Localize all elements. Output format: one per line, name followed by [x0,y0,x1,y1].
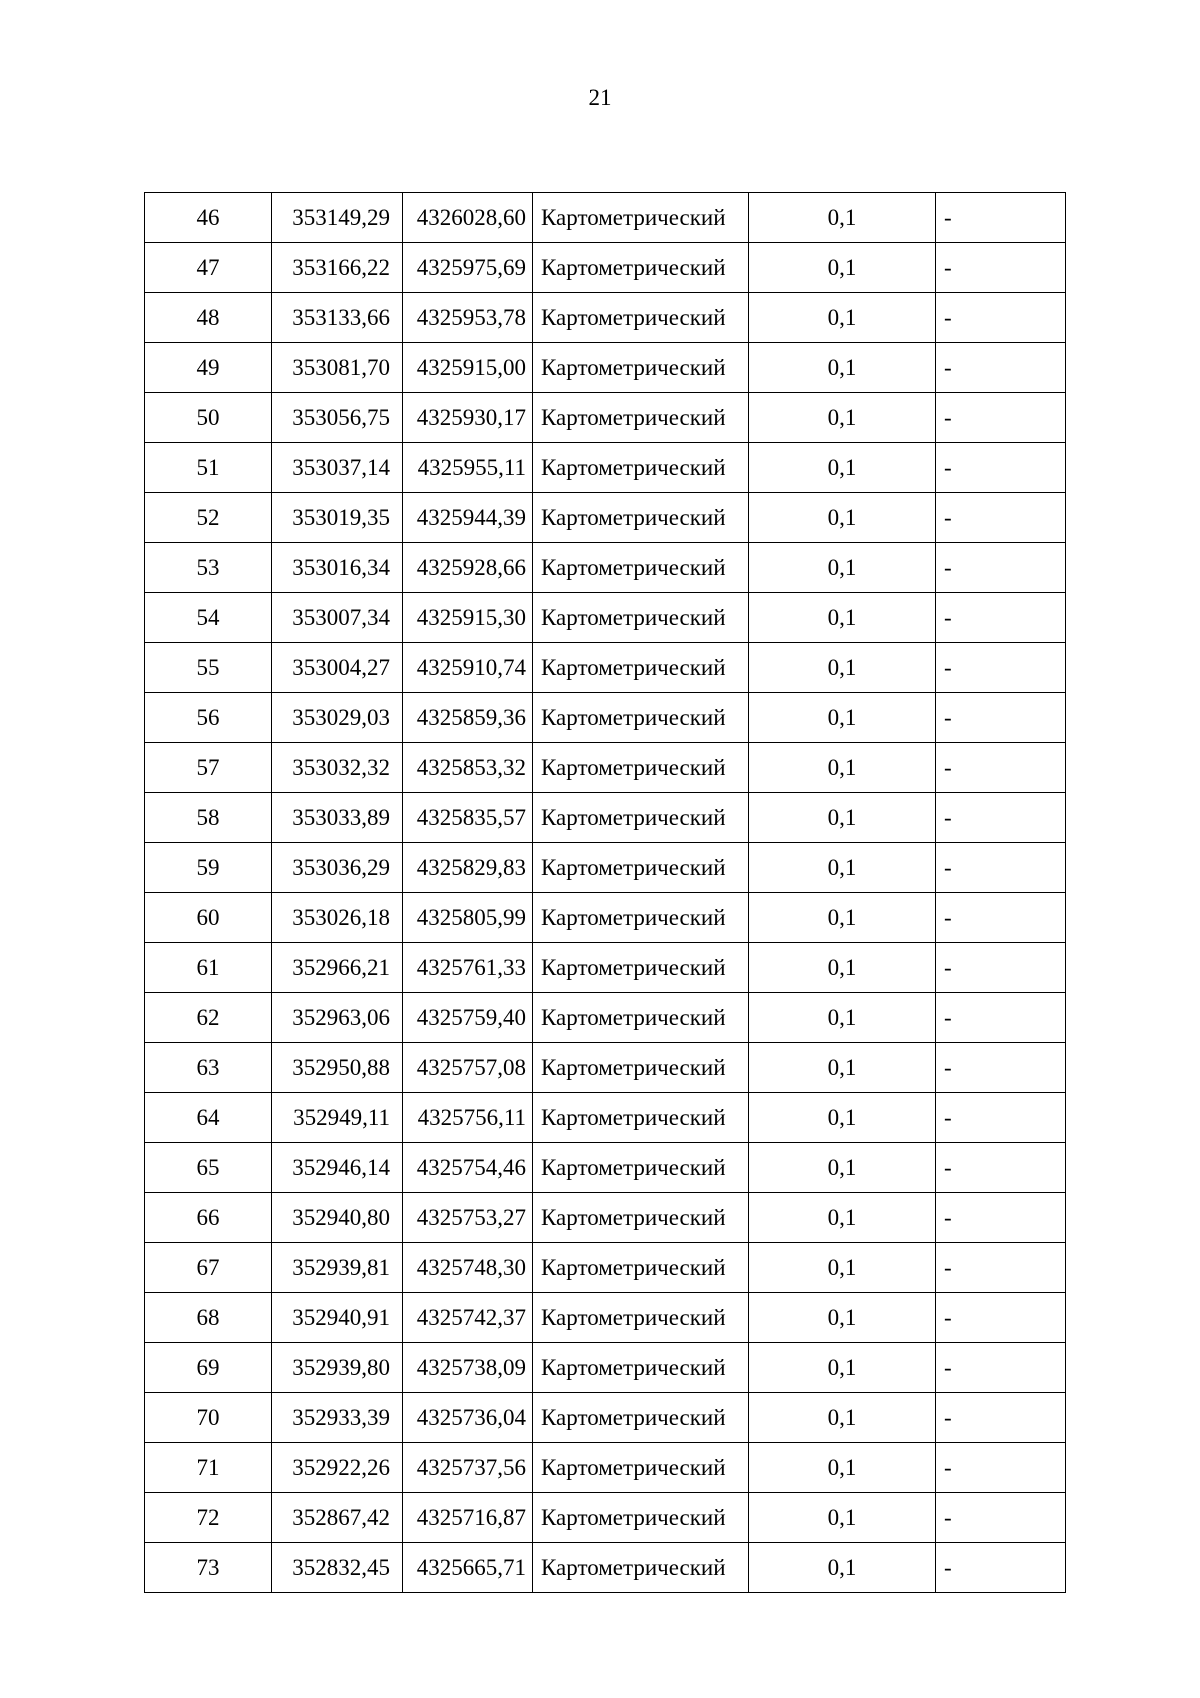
accuracy-cell: 0,1 [749,1093,936,1143]
accuracy-cell: 0,1 [749,493,936,543]
note-cell: - [936,343,1066,393]
point-number-cell: 55 [145,643,272,693]
table-row [145,293,1066,343]
method-cell: Картометрический [533,993,749,1043]
y-coordinate-cell: 4325915,00 [403,343,533,393]
x-coordinate-cell: 352966,21 [272,943,403,993]
table-row [145,543,1066,593]
point-number-cell: 70 [145,1393,272,1443]
table-row [145,1193,1066,1243]
accuracy-cell: 0,1 [749,1293,936,1343]
method-cell: Картометрический [533,1443,749,1493]
accuracy-cell: 0,1 [749,1243,936,1293]
table-row [145,1493,1066,1543]
point-number-cell: 64 [145,1093,272,1143]
point-number-cell: 48 [145,293,272,343]
point-number-cell: 68 [145,1293,272,1343]
method-cell: Картометрический [533,843,749,893]
x-coordinate-cell: 352922,26 [272,1443,403,1493]
note-cell: - [936,593,1066,643]
method-cell: Картометрический [533,1193,749,1243]
y-coordinate-cell: 4325759,40 [403,993,533,1043]
accuracy-cell: 0,1 [749,443,936,493]
table-row [145,1343,1066,1393]
table-row [145,743,1066,793]
method-cell: Картометрический [533,193,749,243]
table-row [145,1243,1066,1293]
x-coordinate-cell: 353081,70 [272,343,403,393]
x-coordinate-cell: 352940,91 [272,1293,403,1343]
y-coordinate-cell: 4325829,83 [403,843,533,893]
y-coordinate-cell: 4325859,36 [403,693,533,743]
note-cell: - [936,1443,1066,1493]
table-row [145,893,1066,943]
y-coordinate-cell: 4325953,78 [403,293,533,343]
accuracy-cell: 0,1 [749,393,936,443]
method-cell: Картометрический [533,343,749,393]
point-number-cell: 60 [145,893,272,943]
x-coordinate-cell: 353026,18 [272,893,403,943]
table-body [145,193,1066,1593]
accuracy-cell: 0,1 [749,1343,936,1393]
table-row [145,1043,1066,1093]
note-cell: - [936,1243,1066,1293]
y-coordinate-cell: 4325805,99 [403,893,533,943]
accuracy-cell: 0,1 [749,843,936,893]
x-coordinate-cell: 352946,14 [272,1143,403,1193]
y-coordinate-cell: 4325761,33 [403,943,533,993]
x-coordinate-cell: 353033,89 [272,793,403,843]
accuracy-cell: 0,1 [749,1043,936,1093]
point-number-cell: 51 [145,443,272,493]
y-coordinate-cell: 4325928,66 [403,543,533,593]
x-coordinate-cell: 353133,66 [272,293,403,343]
method-cell: Картометрический [533,393,749,443]
point-number-cell: 54 [145,593,272,643]
y-coordinate-cell: 4325736,04 [403,1393,533,1443]
point-number-cell: 61 [145,943,272,993]
table-row [145,1143,1066,1193]
table-row [145,643,1066,693]
method-cell: Картометрический [533,243,749,293]
method-cell: Картометрический [533,1093,749,1143]
accuracy-cell: 0,1 [749,543,936,593]
table-row [145,1443,1066,1493]
y-coordinate-cell: 4325910,74 [403,643,533,693]
accuracy-cell: 0,1 [749,1493,936,1543]
table-row [145,693,1066,743]
note-cell: - [936,743,1066,793]
point-number-cell: 66 [145,1193,272,1243]
accuracy-cell: 0,1 [749,1443,936,1493]
table-row [145,1543,1066,1593]
y-coordinate-cell: 4325944,39 [403,493,533,543]
accuracy-cell: 0,1 [749,343,936,393]
point-number-cell: 57 [145,743,272,793]
point-number-cell: 62 [145,993,272,1043]
method-cell: Картометрический [533,293,749,343]
method-cell: Картометрический [533,1393,749,1443]
method-cell: Картометрический [533,1243,749,1293]
table-row [145,1393,1066,1443]
note-cell: - [936,793,1066,843]
y-coordinate-cell: 4325915,30 [403,593,533,643]
point-number-cell: 59 [145,843,272,893]
x-coordinate-cell: 352832,45 [272,1543,403,1593]
point-number-cell: 71 [145,1443,272,1493]
x-coordinate-cell: 352949,11 [272,1093,403,1143]
note-cell: - [936,1343,1066,1393]
method-cell: Картометрический [533,1143,749,1193]
point-number-cell: 47 [145,243,272,293]
note-cell: - [936,693,1066,743]
method-cell: Картометрический [533,493,749,543]
note-cell: - [936,543,1066,593]
x-coordinate-cell: 352939,80 [272,1343,403,1393]
x-coordinate-cell: 352939,81 [272,1243,403,1293]
accuracy-cell: 0,1 [749,1393,936,1443]
y-coordinate-cell: 4325756,11 [403,1093,533,1143]
x-coordinate-cell: 353166,22 [272,243,403,293]
table-row [145,843,1066,893]
method-cell: Картометрический [533,893,749,943]
accuracy-cell: 0,1 [749,193,936,243]
table-row [145,993,1066,1043]
method-cell: Картометрический [533,643,749,693]
method-cell: Картометрический [533,943,749,993]
accuracy-cell: 0,1 [749,793,936,843]
note-cell: - [936,243,1066,293]
x-coordinate-cell: 352940,80 [272,1193,403,1243]
x-coordinate-cell: 353029,03 [272,693,403,743]
note-cell: - [936,993,1066,1043]
method-cell: Картометрический [533,1543,749,1593]
point-number-cell: 69 [145,1343,272,1393]
note-cell: - [936,1493,1066,1543]
y-coordinate-cell: 4325757,08 [403,1043,533,1093]
table-row [145,943,1066,993]
accuracy-cell: 0,1 [749,1143,936,1193]
note-cell: - [936,1293,1066,1343]
y-coordinate-cell: 4325975,69 [403,243,533,293]
note-cell: - [936,1543,1066,1593]
x-coordinate-cell: 353007,34 [272,593,403,643]
table-row [145,193,1066,243]
y-coordinate-cell: 4325955,11 [403,443,533,493]
x-coordinate-cell: 353149,29 [272,193,403,243]
table-row [145,443,1066,493]
method-cell: Картометрический [533,793,749,843]
method-cell: Картометрический [533,1043,749,1093]
point-number-cell: 67 [145,1243,272,1293]
note-cell: - [936,193,1066,243]
accuracy-cell: 0,1 [749,743,936,793]
y-coordinate-cell: 4326028,60 [403,193,533,243]
note-cell: - [936,1043,1066,1093]
table-row [145,1093,1066,1143]
table-row [145,593,1066,643]
point-number-cell: 49 [145,343,272,393]
accuracy-cell: 0,1 [749,943,936,993]
y-coordinate-cell: 4325716,87 [403,1493,533,1543]
accuracy-cell: 0,1 [749,893,936,943]
point-number-cell: 53 [145,543,272,593]
note-cell: - [936,843,1066,893]
point-number-cell: 50 [145,393,272,443]
point-number-cell: 58 [145,793,272,843]
accuracy-cell: 0,1 [749,1543,936,1593]
method-cell: Картометрический [533,1293,749,1343]
accuracy-cell: 0,1 [749,293,936,343]
y-coordinate-cell: 4325753,27 [403,1193,533,1243]
accuracy-cell: 0,1 [749,243,936,293]
note-cell: - [936,943,1066,993]
x-coordinate-cell: 352950,88 [272,1043,403,1093]
method-cell: Картометрический [533,1493,749,1543]
y-coordinate-cell: 4325737,56 [403,1443,533,1493]
table-row [145,393,1066,443]
method-cell: Картометрический [533,693,749,743]
accuracy-cell: 0,1 [749,643,936,693]
note-cell: - [936,1193,1066,1243]
note-cell: - [936,293,1066,343]
note-cell: - [936,643,1066,693]
method-cell: Картометрический [533,593,749,643]
point-number-cell: 52 [145,493,272,543]
page-number: 21 [588,85,612,110]
method-cell: Картометрический [533,443,749,493]
note-cell: - [936,1393,1066,1443]
y-coordinate-cell: 4325835,57 [403,793,533,843]
table-row [145,793,1066,843]
x-coordinate-cell: 353056,75 [272,393,403,443]
table-row [145,1293,1066,1343]
note-cell: - [936,493,1066,543]
x-coordinate-cell: 353032,32 [272,743,403,793]
y-coordinate-cell: 4325853,32 [403,743,533,793]
note-cell: - [936,1143,1066,1193]
point-number-cell: 72 [145,1493,272,1543]
x-coordinate-cell: 352963,06 [272,993,403,1043]
accuracy-cell: 0,1 [749,1193,936,1243]
point-number-cell: 65 [145,1143,272,1193]
y-coordinate-cell: 4325742,37 [403,1293,533,1343]
x-coordinate-cell: 353004,27 [272,643,403,693]
point-number-cell: 63 [145,1043,272,1093]
method-cell: Картометрический [533,1343,749,1393]
accuracy-cell: 0,1 [749,993,936,1043]
x-coordinate-cell: 353037,14 [272,443,403,493]
point-number-cell: 56 [145,693,272,743]
accuracy-cell: 0,1 [749,693,936,743]
note-cell: - [936,893,1066,943]
x-coordinate-cell: 352867,42 [272,1493,403,1543]
y-coordinate-cell: 4325738,09 [403,1343,533,1393]
method-cell: Картометрический [533,743,749,793]
point-number-cell: 73 [145,1543,272,1593]
accuracy-cell: 0,1 [749,593,936,643]
note-cell: - [936,443,1066,493]
x-coordinate-cell: 353019,35 [272,493,403,543]
x-coordinate-cell: 353036,29 [272,843,403,893]
coordinates-table [144,192,1066,1593]
note-cell: - [936,393,1066,443]
method-cell: Картометрический [533,543,749,593]
y-coordinate-cell: 4325665,71 [403,1543,533,1593]
x-coordinate-cell: 353016,34 [272,543,403,593]
y-coordinate-cell: 4325754,46 [403,1143,533,1193]
note-cell: - [936,1093,1066,1143]
table-row [145,343,1066,393]
y-coordinate-cell: 4325930,17 [403,393,533,443]
point-number-cell: 46 [145,193,272,243]
table-row [145,493,1066,543]
table-row [145,243,1066,293]
x-coordinate-cell: 352933,39 [272,1393,403,1443]
y-coordinate-cell: 4325748,30 [403,1243,533,1293]
